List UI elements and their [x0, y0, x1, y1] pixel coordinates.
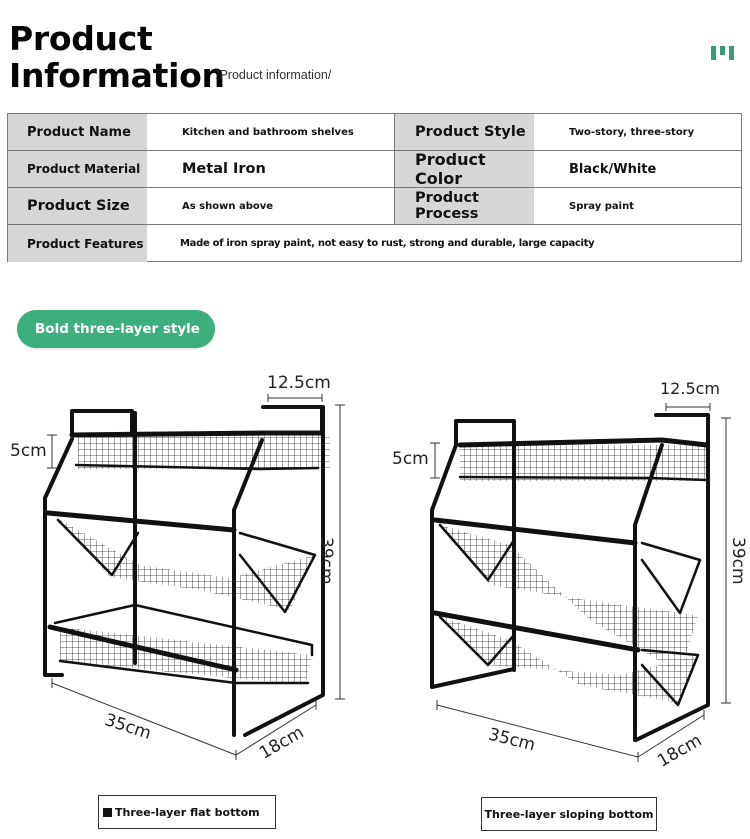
spec-value: Kitchen and bathroom shelves — [182, 126, 354, 138]
spec-value: Black/White — [569, 161, 657, 177]
spec-label: Product Style — [394, 114, 534, 150]
dimension-basket-height: 5cm — [392, 449, 429, 469]
spec-label: Product Material — [8, 151, 147, 187]
spec-value: Metal Iron — [182, 161, 266, 177]
square-bullet-icon — [103, 808, 112, 817]
table-row — [8, 225, 741, 262]
caption-sloping-bottom — [481, 797, 657, 831]
spec-label: Product Size — [8, 188, 147, 224]
dimension-depth: 18cm — [654, 730, 706, 772]
spec-label: Product Color — [394, 151, 534, 187]
caption-text: Three-layer sloping bottom — [484, 807, 654, 821]
table-row — [8, 151, 741, 188]
style-section-pill: Bold three-layer style — [17, 310, 215, 348]
dimension-depth-top: 12.5cm — [267, 373, 331, 393]
rack-drawing-icon — [0, 365, 370, 775]
spec-label: Product Features — [8, 225, 147, 262]
caption-flat-bottom — [98, 795, 276, 829]
table-row — [8, 114, 741, 151]
dimension-height: 39cm — [728, 537, 748, 585]
spec-label: Product Name — [8, 114, 147, 150]
spec-value: Spray paint — [569, 200, 634, 212]
product-spec-table — [7, 113, 742, 262]
table-row — [8, 188, 741, 225]
spec-label: Product Process — [394, 188, 534, 224]
sloping-bottom-rack-image — [380, 365, 750, 785]
spec-value: Made of iron spray paint, not easy to rust, strong and durable, large capacity — [180, 238, 595, 249]
caption-text: Three-layer flat bottom — [115, 805, 260, 819]
dimension-width: 35cm — [486, 724, 538, 756]
dimension-basket-height: 5cm — [10, 441, 47, 461]
brand-logo-icon — [711, 46, 735, 62]
page-title-line-2: Information — [9, 56, 225, 95]
page-title-line-1: Product — [9, 19, 153, 58]
dimension-depth: 18cm — [256, 722, 308, 764]
spec-value: Two-story, three-story — [569, 126, 695, 138]
rack-drawing-icon — [380, 365, 750, 785]
dimension-width: 35cm — [102, 710, 154, 744]
dimension-depth-top: 12.5cm — [660, 379, 721, 398]
flat-bottom-rack-image — [0, 365, 370, 775]
spec-value: As shown above — [182, 200, 274, 212]
page-subtitle: /Product information/ — [216, 68, 332, 82]
dimension-height: 39cm — [316, 537, 336, 585]
